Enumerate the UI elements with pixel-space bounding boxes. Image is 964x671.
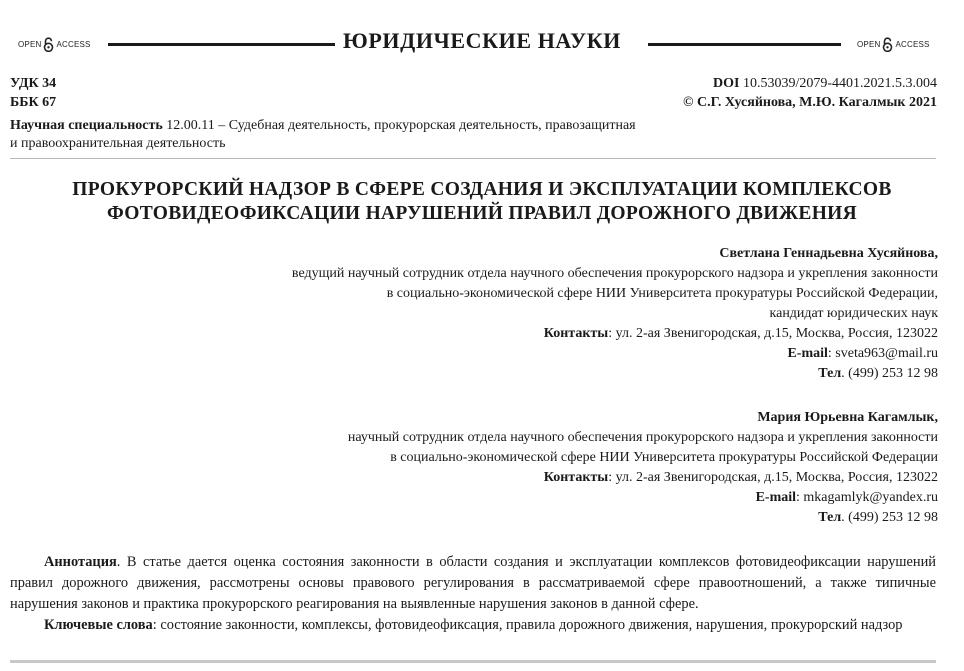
author-position: в социально-экономической сфере НИИ Университета прокуратуры Российской Федерации, bbox=[386, 286, 938, 301]
article-title-line: ПРОКУРОРСКИЙ НАДЗОР В СФЕРЕ СОЗДАНИЯ И ЭКСПЛУАТАЦИИ КОМПЛЕКСОВ bbox=[72, 179, 892, 200]
phone-label: Тел bbox=[818, 510, 842, 525]
contacts-label: Контакты bbox=[543, 326, 609, 341]
open-lock-icon bbox=[882, 37, 893, 52]
author-phone bbox=[292, 364, 938, 384]
contacts-value: : ул. 2-ая Звенигородская, д.15, Москва, Россия, 123022 bbox=[608, 470, 938, 485]
udk-label: УДК 34 bbox=[10, 76, 57, 91]
keywords-label: Ключевые слова bbox=[44, 617, 153, 633]
author-email bbox=[348, 488, 938, 508]
author-block bbox=[348, 408, 938, 528]
author-name: Светлана Геннадьевна Хусяйнова, bbox=[719, 246, 938, 261]
author-contacts bbox=[292, 324, 938, 344]
open-access-text: ACCESS bbox=[56, 40, 91, 49]
author-degree: кандидат юридических наук bbox=[769, 306, 938, 321]
doi bbox=[713, 75, 937, 93]
abstract bbox=[10, 552, 936, 636]
article-title-line: ФОТОВИДЕОФИКСАЦИИ НАРУШЕНИЙ ПРАВИЛ ДОРОЖНОГО ДВИЖЕНИЯ bbox=[106, 203, 858, 224]
open-access-text: OPEN bbox=[18, 40, 42, 49]
abstract-text: . В статье дается оценка состояния законности в области создания и эксплуатации комплексов фотовидеофиксации нарушений правил дорожного движения, рассмотрены основы правового регулирования в рассматриваемой сфере правоотношений, а также типичные нарушения законов и практика прокурорского реагирования на выявленные нарушения законов в данной сфере. bbox=[10, 554, 936, 612]
section-title: ЮРИДИЧЕСКИЕ НАУКИ bbox=[343, 28, 621, 53]
open-access-badge-right bbox=[857, 37, 930, 52]
keywords-text: : состояние законности, комплексы, фотовидеофиксация, правила дорожного движения, нарушения, прокурорский надзор bbox=[152, 617, 903, 633]
specialty-value: 12.00.11 – Судебная деятельность, прокурорская деятельность, правозащитная bbox=[166, 118, 636, 133]
phone-value: . (499) 253 12 98 bbox=[841, 510, 938, 525]
specialty-label: Научная специальность bbox=[10, 118, 163, 133]
contacts-value: : ул. 2-ая Звенигородская, д.15, Москва, Россия, 123022 bbox=[608, 326, 938, 341]
author-email bbox=[292, 344, 938, 364]
meta-divider bbox=[10, 158, 936, 159]
contacts-label: Контакты bbox=[543, 470, 609, 485]
header-rule-right bbox=[648, 43, 841, 46]
email-value[interactable]: : sveta963@mail.ru bbox=[827, 346, 938, 361]
author-position: научный сотрудник отдела научного обеспечения прокурорского надзора и укрепления законности bbox=[347, 430, 938, 445]
article-title bbox=[0, 178, 964, 226]
specialty-value-line2: и правоохранительная деятельность bbox=[10, 136, 226, 151]
abstract-paragraph bbox=[10, 552, 936, 615]
author-phone bbox=[348, 508, 938, 528]
specialty bbox=[10, 117, 910, 153]
open-access-text: ACCESS bbox=[895, 40, 930, 49]
copyright: © С.Г. Хусяйнова, М.Ю. Кагалмык 2021 bbox=[683, 95, 937, 110]
email-label: E-mail bbox=[755, 490, 797, 505]
bbk-label: ББК 67 bbox=[10, 95, 57, 110]
keywords-paragraph bbox=[10, 615, 936, 636]
open-access-text: OPEN bbox=[857, 40, 881, 49]
doi-label: DOI bbox=[712, 76, 740, 91]
author-position: в социально-экономической сфере НИИ Университета прокуратуры Российской Федерации bbox=[390, 450, 938, 465]
author-contacts bbox=[348, 468, 938, 488]
author-block bbox=[292, 244, 938, 384]
abstract-label: Аннотация bbox=[44, 554, 117, 570]
email-value[interactable]: : mkagamlyk@yandex.ru bbox=[796, 490, 938, 505]
phone-value: . (499) 253 12 98 bbox=[841, 366, 938, 381]
author-position: ведущий научный сотрудник отдела научного обеспечения прокурорского надзора и укрепления законности bbox=[291, 266, 938, 281]
phone-label: Тел bbox=[818, 366, 842, 381]
doi-value[interactable]: 10.53039/2079-4401.2021.5.3.004 bbox=[742, 76, 937, 91]
email-label: E-mail bbox=[787, 346, 828, 361]
author-name: Мария Юрьевна Кагамлык, bbox=[757, 410, 938, 425]
footer-divider bbox=[10, 660, 936, 663]
